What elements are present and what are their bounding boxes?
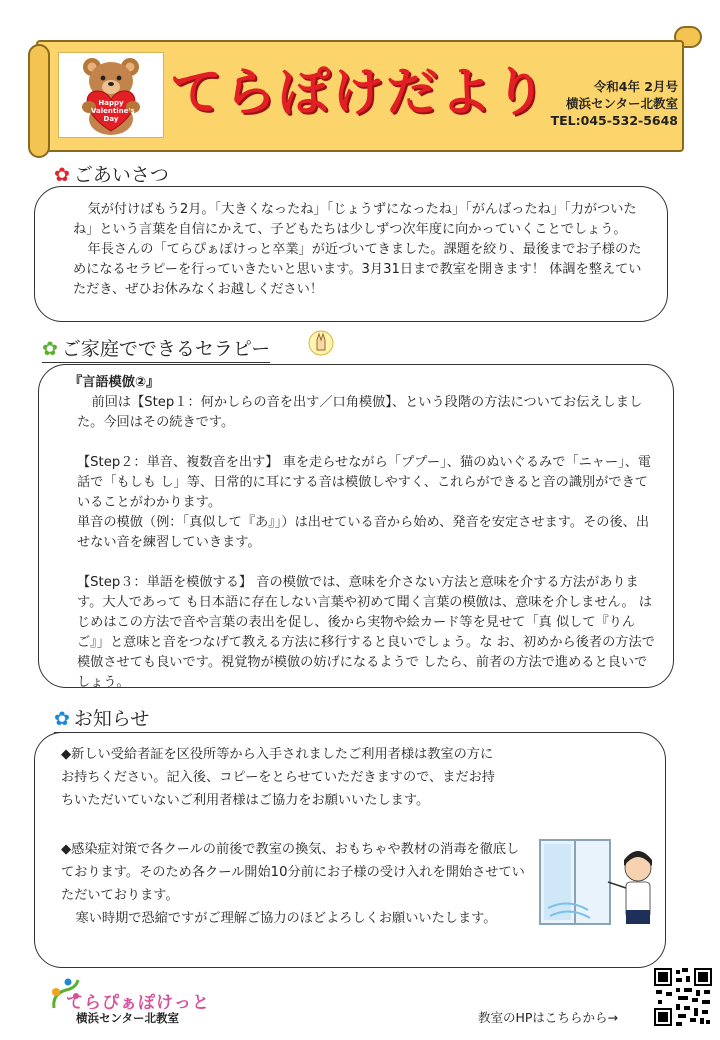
notice-item-3: 寒い時期で恐縮ですがご理解ご協力のほどよろしくお願いいたします。 — [75, 911, 497, 926]
therapy-step2: 【Step２：単音、複数音を出す】 車を走らせながら「ププー」、猫のぬいぐるみで「ニャー」、電話で「もしも し」等、日常的に耳にする音は模倣しやすく、これらができると音の識別ができて いることがわかります。 — [77, 455, 652, 510]
notice-item-2: ◆感染症対策で各クールの前後で教室の換気、おもちゃや教材の消毒を徹底しております。そのため各クール開始10分前にお子様の受け入れを開始させていただいております。 — [61, 842, 525, 903]
header-info — [548, 78, 678, 129]
peace-hand-icon — [308, 330, 334, 356]
qr-code-icon[interactable] — [652, 966, 714, 1028]
window-ventilation-illustration — [538, 838, 668, 934]
greeting-paragraph-1: 気が付けばもう2月。「大きくなったね」「じょうずになったね」「がんばったね」「力がついたね」という言葉を自信にかえて、子どもたちは少しずつ次年度に向かっていくことでしょう。 — [73, 202, 637, 237]
center-label: 横浜センター北教室 — [565, 96, 678, 111]
notice-heading: ✿ お知らせ — [54, 704, 149, 733]
greeting-paragraph-2: 年長さんの「てらぴぁぽけっと卒業」が近づいてきました。課題を絞り、最後までお子様のためになるセラピーを行っていきたいと思います。3月31日まで教室を開きます！ 体調を整えていただき、ぜひお休みなくお越しください！ — [73, 242, 642, 297]
therapy-heading: ✿ ご家庭でできるセラピー — [42, 334, 270, 363]
hp-link-text: 教室のHPはこちらから→ — [478, 1010, 618, 1025]
therapy-step3: 【Step３：単語を模倣する】 音の模倣では、意味を介さない方法と意味を介する方法があります。大人であって も日本語に存在しない言葉や初めて聞く言葉の模倣は、意味を介しません。 はじめはこの方法で音や言葉の表出を促し、後から実物や絵カード等を見せて「真 似して『りんご』」と意味と音をつなげて教える方法に移行すると良いでしょう。な お、初めから後者の方法で模倣させても良いです。視覚物が模倣の妨げになるようで したら、前者の方法で進めると良いでしょう。 — [77, 575, 655, 690]
logo-text: てらぴぁぽけっと — [66, 993, 210, 1013]
therapy-step2-detail: 単音の模倣（例：「真似して『あ』」）は出せている音から始め、発音を安定させます。その後、出せない音を練習していきます。 — [77, 515, 650, 550]
therapy-box — [38, 364, 674, 688]
greeting-box — [34, 186, 668, 322]
therapy-intro: 前回は【Step１：何かしらの音を出す／口角模倣】、という段階の方法についてお伝えしました。今回はその続きです。 — [77, 395, 643, 430]
teddy-bear-heart-illustration — [58, 52, 164, 138]
greeting-heading: ✿ ごあいさつ — [54, 160, 169, 189]
flower-blue-icon: ✿ — [54, 708, 70, 730]
tel-label: TEL:045-532-5648 — [550, 113, 678, 128]
flower-green-icon: ✿ — [42, 338, 58, 360]
scroll-curl-left — [28, 44, 50, 158]
logo-subtitle: 横浜センター北教室 — [76, 1011, 180, 1025]
bear-heart-text: Happy Valentine's Day — [91, 99, 135, 123]
flower-red-icon: ✿ — [54, 164, 70, 186]
newsletter-title: てらぽけだより — [170, 63, 549, 123]
issue-label: 令和4年 2月号 — [593, 79, 678, 94]
notice-item-1: ◆新しい受給者証を区役所等から入手されましたご利用者様は教室の方にお持ちください。記入後、コピーをとらせていただきますので、まだお持ちいただいていないご利用者様はご協力をお願いいたします。 — [61, 747, 495, 808]
therapy-subtitle: 『言語模倣②』 — [69, 375, 160, 390]
